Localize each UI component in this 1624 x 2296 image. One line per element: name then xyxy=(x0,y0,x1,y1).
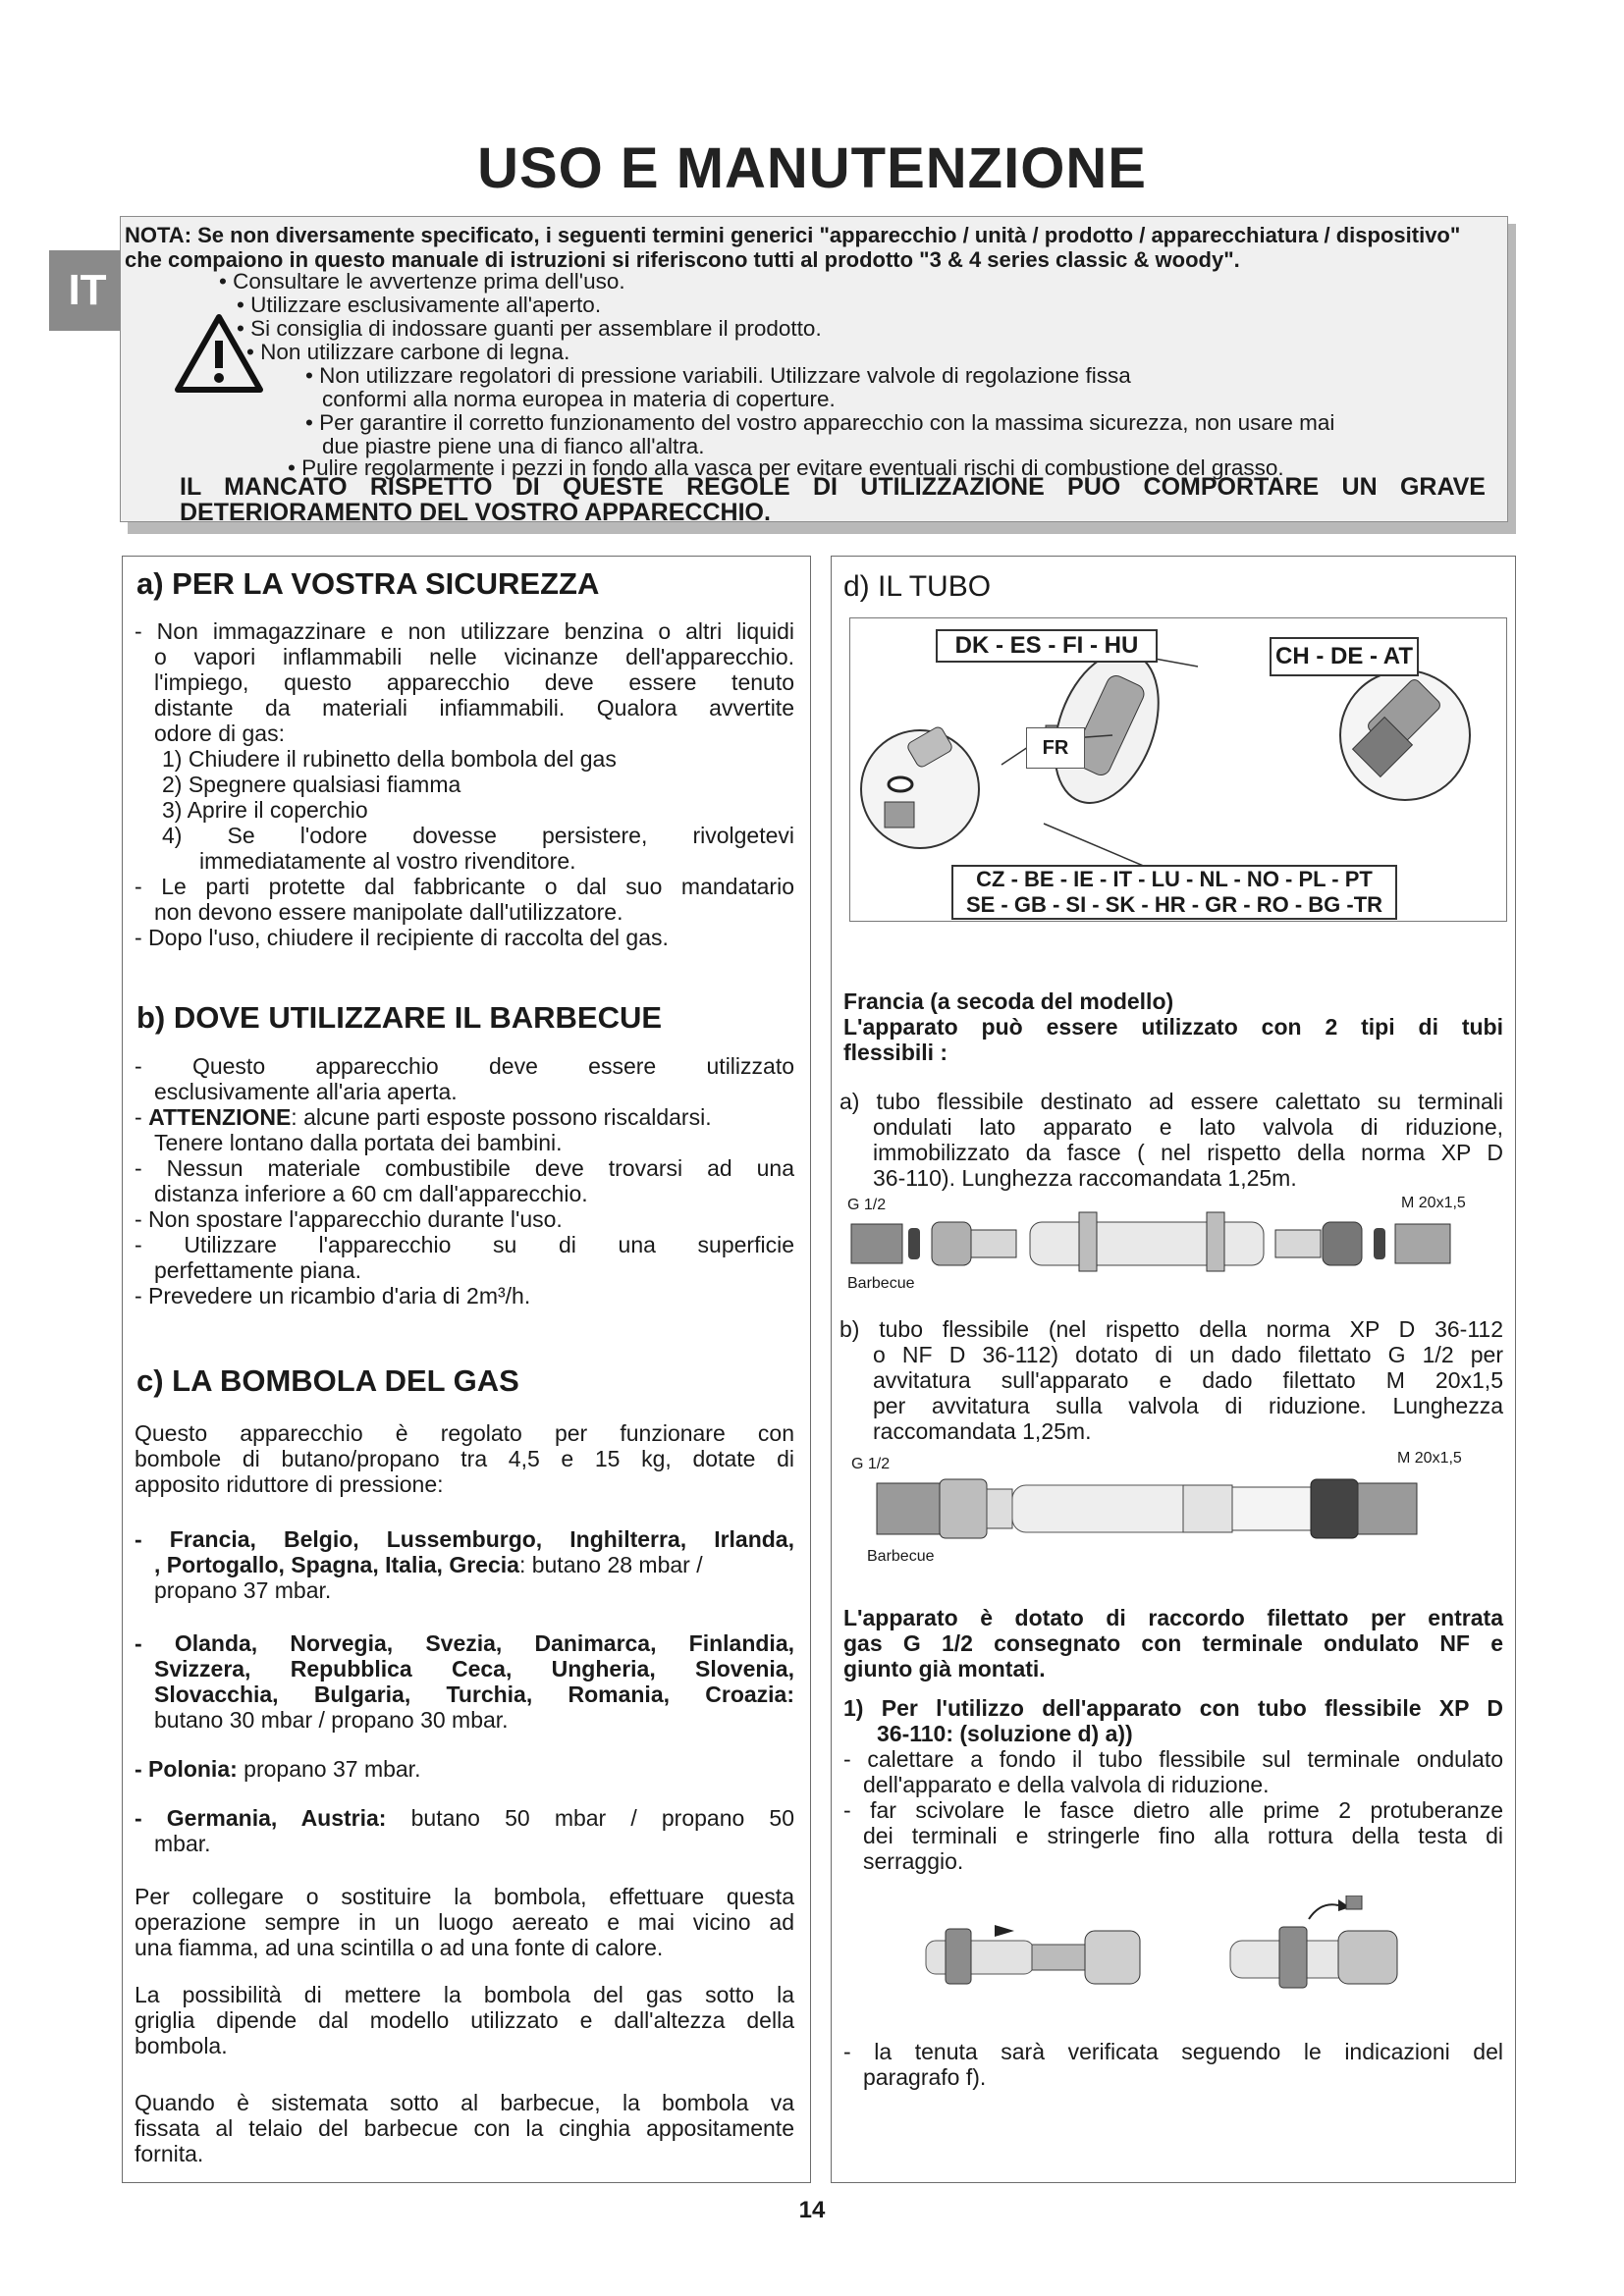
note-bullet: • Per garantire il corretto funzionamento del vostro apparecchio con la massima sicurezza, non usare mai xyxy=(305,410,1335,435)
hose-a-text xyxy=(839,1089,1503,1191)
region-label-eu-line: CZ - BE - IE - IT - LU - NL - NO - PL - PT xyxy=(976,867,1373,891)
section-a-heading: a) PER LA VOSTRA SICUREZZA xyxy=(136,566,600,601)
text-line: fornita. xyxy=(135,2141,204,2166)
text-line: Questo apparecchio è regolato per funzionare con xyxy=(135,1420,794,1446)
text-line: 4) Se l'odore dovesse persistere, rivolgetevi xyxy=(162,823,794,848)
label-m20: M 20x1,5 xyxy=(1401,1195,1466,1211)
text-line: 36-110: (soluzione d) a)) xyxy=(877,1721,1133,1746)
note-heading: NOTA: Se non diversamente specificato, i seguenti termini generici "apparecchio / unità / prodotto / apparecchiatura / dispositivo" che compaiono in questo manuale di istruzioni si riferiscono tutti al prodotto "3 & 4 series classic & woody". xyxy=(125,223,1461,272)
section-b-heading: b) DOVE UTILIZZARE IL BARBECUE xyxy=(136,1000,663,1035)
text-line: 3) Aprire il coperchio xyxy=(162,797,368,823)
text-span: , Portogallo, Spagna, Italia, Grecia xyxy=(154,1552,519,1577)
attention-label: ATTENZIONE xyxy=(148,1104,292,1130)
text-line: Per collegare o sostituire la bombola, effettuare questa xyxy=(135,1884,794,1909)
text-line: distante da materiali infiammabili. Qualora avvertite xyxy=(154,695,794,721)
section-a-text xyxy=(135,618,794,950)
text-line: odore di gas: xyxy=(154,721,285,746)
text-line: operazione sempre in un luogo aereato e mai vicino ad xyxy=(135,1909,794,1935)
section-c-intro xyxy=(135,1420,794,1497)
clamp-figure xyxy=(916,1896,1427,2003)
text-line: giunto già montati. xyxy=(843,1656,1046,1682)
text-line: Francia (a secoda del modello) xyxy=(843,988,1174,1014)
clamp-art xyxy=(916,1896,1427,2003)
text-line: l'impiego, questo apparecchio deve essere tenuto xyxy=(154,669,794,695)
note-bullet: • Consultare le avvertenze prima dell'uso. xyxy=(219,269,625,294)
region-label-dk: DK - ES - FI - HU xyxy=(936,629,1158,663)
step1-text xyxy=(843,1746,1503,1874)
final-text xyxy=(843,2039,1503,2090)
text-line: perfettamente piana. xyxy=(154,1257,361,1283)
note-warning-line: IL MANCATO RISPETTO DI QUESTE REGOLE DI UTILIZZAZIONE PUO COMPORTARE UN GRAVE xyxy=(180,473,1486,501)
text-line: immobilizzato da fasce ( nel rispetto della norma XP D xyxy=(873,1140,1503,1165)
text-line: non devono essere manipolate dall'utilizzatore. xyxy=(154,899,623,925)
text-line: - Non spostare l'apparecchio durante l'uso. xyxy=(135,1206,563,1232)
text-line: - Francia, Belgio, Lussemburgo, Inghilterra, Irlanda, xyxy=(135,1526,794,1552)
text-line: raccomandata 1,25m. xyxy=(873,1418,1092,1444)
text-line: - Dopo l'uso, chiudere il recipiente di raccolta del gas. xyxy=(135,925,669,950)
region-label-ch: CH - DE - AT xyxy=(1270,637,1419,676)
text-line: 1) Per l'utilizzo dell'apparato con tubo flessibile XP D xyxy=(843,1695,1503,1721)
text-line: - far scivolare le fasce dietro alle prime 2 protuberanze xyxy=(843,1797,1503,1823)
text-line: apposito riduttore di pressione: xyxy=(135,1471,444,1497)
text-line: - Nessun materiale combustibile deve trovarsi ad una xyxy=(135,1155,794,1181)
note-bullet: • Pulire regolarmente i pezzi in fondo alla vasca per evitare eventuali rischi di combustione del grasso. xyxy=(288,455,1284,480)
text-span: : butano 28 mbar / xyxy=(518,1552,703,1577)
text-line: a) tubo flessibile destinato ad essere calettato su terminali xyxy=(839,1089,1503,1114)
text-span: butano 50 mbar / propano 50 xyxy=(386,1805,795,1831)
text-line: b) tubo flessibile (nel rispetto della norma XP D 36-112 xyxy=(839,1316,1503,1342)
text-line: 1) Chiudere il rubinetto della bombola del gas xyxy=(162,746,617,772)
region-label-eu xyxy=(951,865,1397,920)
text-line: gas G 1/2 consegnato con terminale ondulato NF e xyxy=(843,1630,1503,1656)
text-line: dei terminali e stringerle fino alla rottura della testa di xyxy=(863,1823,1503,1848)
note-warning xyxy=(180,474,1486,525)
note-bullet: • Si consiglia di indossare guanti per assemblare il prodotto. xyxy=(237,316,822,341)
text-line: griglia dipende dal modello utilizzato e dall'altezza della xyxy=(135,2007,794,2033)
france-heading xyxy=(843,988,1503,1065)
text-line: - Prevedere un ricambio d'aria di 2m³/h. xyxy=(135,1283,531,1308)
text-line: immediatamente al vostro rivenditore. xyxy=(199,848,576,874)
right-column xyxy=(831,556,1516,2183)
step1-title xyxy=(843,1695,1503,1746)
text-line: serraggio. xyxy=(863,1848,964,1874)
text-line: Slovacchia, Bulgaria, Turchia, Romania, Croazia: xyxy=(154,1682,794,1707)
fitting-paragraph xyxy=(843,1605,1503,1682)
language-tab: IT xyxy=(49,250,126,331)
country-group-4 xyxy=(135,1805,794,1856)
section-b-text xyxy=(135,1053,794,1308)
label-g12: G 1/2 xyxy=(851,1456,891,1472)
para-connect xyxy=(135,1884,794,1960)
note-warning-line: DETERIORAMENTO DEL VOSTRO APPARECCHIO. xyxy=(180,499,771,526)
text-line: o vapori inflammabili nelle vicinanze dell'apparecchio. xyxy=(154,644,794,669)
note-bullet: • Utilizzare esclusivamente all'aperto. xyxy=(237,293,602,317)
region-label-eu-line: SE - GB - SI - SK - HR - GR - RO - BG -TR xyxy=(965,892,1383,917)
hose-b-text xyxy=(839,1316,1503,1444)
hose-regions-diagram xyxy=(849,617,1507,922)
text-line: flessibili : xyxy=(843,1040,948,1065)
text-line: L'apparato può essere utilizzato con 2 tipi di tubi xyxy=(843,1014,1503,1040)
country-group-3 xyxy=(135,1756,794,1782)
text-line: mbar. xyxy=(154,1831,211,1856)
label-m20: M 20x1,5 xyxy=(1397,1450,1462,1467)
left-column xyxy=(122,556,811,2183)
note-box xyxy=(120,216,1508,526)
text-line: per avvitatura sulla valvola di riduzione. Lunghezza xyxy=(873,1393,1503,1418)
text-line: distanza inferiore a 60 cm dall'apparecchio. xyxy=(154,1181,588,1206)
text-line: butano 30 mbar / propano 30 mbar. xyxy=(154,1707,509,1733)
text-line: - la tenuta sarà verificata seguendo le indicazioni del xyxy=(843,2039,1503,2064)
country-group-2 xyxy=(135,1630,794,1733)
text-span: propano 37 mbar. xyxy=(237,1756,421,1782)
section-d-heading: d) IL TUBO xyxy=(843,570,992,603)
text-span: - Germania, Austria: xyxy=(135,1805,387,1831)
page-number: 14 xyxy=(798,2197,826,2223)
text-line: una fiamma, ad una scintilla o ad una fonte di calore. xyxy=(135,1935,664,1960)
text-span: - Polonia: xyxy=(135,1756,238,1782)
note-bullet: due piastre piene una di fianco all'altra. xyxy=(322,434,705,458)
text-line: - Questo apparecchio deve essere utilizzato xyxy=(135,1053,794,1079)
label-barbecue: Barbecue xyxy=(867,1548,935,1565)
text-line: L'apparato è dotato di raccordo filettato per entrata xyxy=(843,1605,1503,1630)
text-line: o NF D 36-112) dotato di un dado filettato G 1/2 per xyxy=(873,1342,1503,1367)
label-barbecue: Barbecue xyxy=(847,1275,915,1292)
label-g12: G 1/2 xyxy=(847,1197,887,1213)
page-title: USO E MANUTENZIONE xyxy=(477,136,1147,200)
hose-b-art xyxy=(849,1450,1497,1568)
text-line: 36-110). Lunghezza raccomandata 1,25m. xyxy=(873,1165,1297,1191)
text-line: La possibilità di mettere la bombola del gas sotto la xyxy=(135,1982,794,2007)
text-line: dell'apparato e della valvola di riduzione. xyxy=(863,1772,1270,1797)
hose-b-figure xyxy=(849,1450,1497,1568)
para-fix xyxy=(135,2090,794,2166)
note-bullet: • Non utilizzare regolatori di pressione variabili. Utilizzare valvole di regolazione fissa xyxy=(305,363,1131,388)
text-span: : alcune parti esposte possono riscaldarsi. xyxy=(291,1104,712,1130)
text-line: Svizzera, Repubblica Ceca, Ungheria, Slovenia, xyxy=(154,1656,794,1682)
country-group-1 xyxy=(135,1526,794,1603)
hose-a-figure xyxy=(843,1195,1501,1293)
text-line: - Non immagazzinare e non utilizzare benzina o altri liquidi xyxy=(135,618,794,644)
para-placement xyxy=(135,1982,794,2058)
section-c-heading: c) LA BOMBOLA DEL GAS xyxy=(136,1363,519,1398)
text-line: ondulati lato apparato e lato valvola di riduzione, xyxy=(873,1114,1503,1140)
text-line: 2) Spegnere qualsiasi fiamma xyxy=(162,772,461,797)
text-line: bombola. xyxy=(135,2033,228,2058)
text-line: propano 37 mbar. xyxy=(154,1577,332,1603)
text-line: avvitatura sull'apparato e dado filettato M 20x1,5 xyxy=(873,1367,1503,1393)
text-line xyxy=(135,1552,794,1577)
text-line: Quando è sistemata sotto al barbecue, la bombola va xyxy=(135,2090,794,2115)
text-line: - calettare a fondo il tubo flessibile sul terminale ondulato xyxy=(843,1746,1503,1772)
text-line: - ATTENZIONE: alcune parti esposte possono riscaldarsi. xyxy=(135,1104,712,1130)
text-line: esclusivamente all'aria aperta. xyxy=(154,1079,458,1104)
text-line: Tenere lontano dalla portata dei bambini. xyxy=(154,1130,563,1155)
text-line: - Le parti protette dal fabbricante o dal suo mandatario xyxy=(135,874,794,899)
note-bullet: conformi alla norma europea in materia di coperture. xyxy=(322,387,836,411)
text-line: - Olanda, Norvegia, Svezia, Danimarca, Finlandia, xyxy=(135,1630,794,1656)
region-label-fr: FR xyxy=(1026,727,1085,769)
note-bullet: • Non utilizzare carbone di legna. xyxy=(246,340,570,364)
text-line: bombole di butano/propano tra 4,5 e 15 kg, dotate di xyxy=(135,1446,794,1471)
text-line: - Utilizzare l'apparecchio su di una superficie xyxy=(135,1232,794,1257)
text-line: paragrafo f). xyxy=(863,2064,987,2090)
text-line: fissata al telaio del barbecue con la cinghia appositamente xyxy=(135,2115,794,2141)
